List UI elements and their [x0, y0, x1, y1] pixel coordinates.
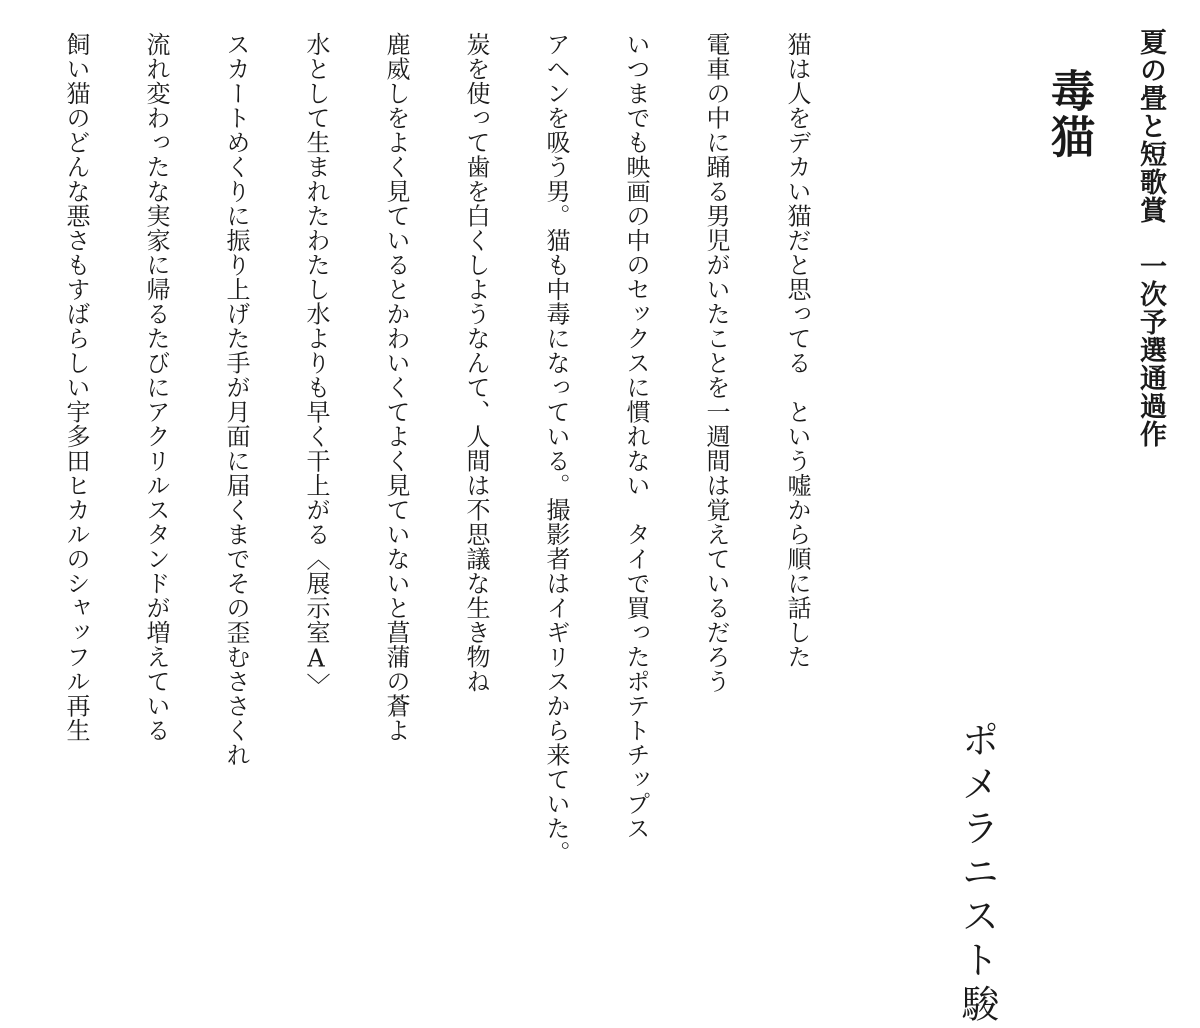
tanka-line: 流れ変わったな実家に帰るたびにアクリルスタンドが増えている: [142, 32, 170, 743]
tanka-line: スカートめくりに振り上げた手が月面に届くまでその歪むささくれ: [222, 32, 250, 767]
tanka-list: [60, 32, 830, 992]
poem-title: 毒猫: [1043, 68, 1094, 160]
tanka-line: アヘンを吸う男。猫も中毒になっている。撮影者はイギリスから来ていた。: [542, 32, 570, 865]
tanka-line: 猫は人をデカい猫だと思ってる という嘘から順に話した: [783, 32, 811, 669]
author-name: ポメラニスト駿: [955, 720, 999, 1028]
award-header: 夏の畳と短歌賞 一次予選通過作: [1135, 28, 1166, 448]
tanka-line: 炭を使って歯を白くしようなんて、人間は不思議な生き物ね: [462, 32, 490, 694]
tanka-line: 飼い猫のどんな悪さもすばらしい宇多田ヒカルのシャッフル再生: [62, 32, 90, 743]
tanka-line: 電車の中に踊る男児がいたことを一週間は覚えているだろう: [702, 32, 730, 694]
tanka-line: いつまでも映画の中のセックスに慣れない タイで買ったポテトチップス: [622, 32, 650, 841]
tanka-line: 鹿威しをよく見ているとかわいくてよく見ていないと菖蒲の蒼よ: [382, 32, 410, 743]
tanka-line: 水として生まれたわたし水よりも早く干上がる〈展示室A〉: [302, 32, 330, 698]
